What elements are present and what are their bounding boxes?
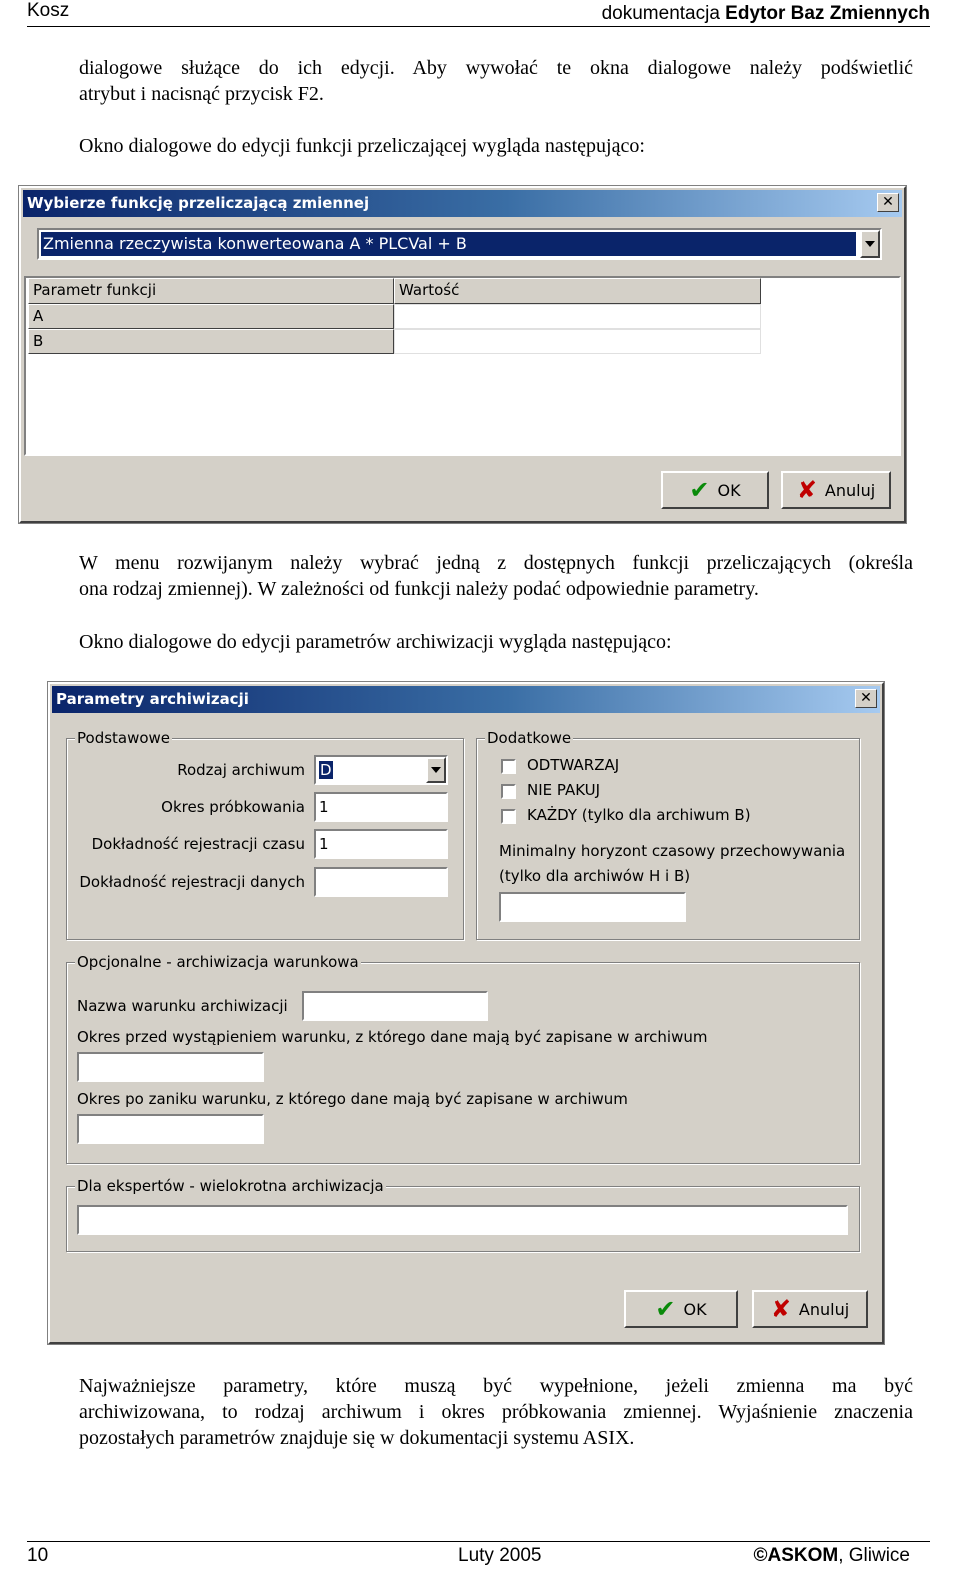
group-optional-title: Opcjonalne - archiwizacja warunkowa <box>77 953 359 971</box>
cancel-button[interactable] <box>781 471 891 509</box>
function-select[interactable] <box>37 228 882 260</box>
function-dialog-title: Wybierze funkcję przeliczającą zmiennej <box>23 190 902 217</box>
paragraph-1 <box>79 55 913 107</box>
after-label: Okres po zaniku warunku, z którego dane mają być zapisane w archiwum <box>77 1090 628 1108</box>
grid-row-param: A <box>28 304 394 329</box>
before-input[interactable] <box>77 1052 264 1082</box>
grid-cell-value-b[interactable] <box>394 329 761 354</box>
horizon-input[interactable] <box>499 892 686 922</box>
sampling-label: Okres próbkowania <box>161 798 305 816</box>
footer-date: Luty 2005 <box>458 1545 542 1566</box>
group-expert <box>66 1177 860 1252</box>
function-select-value: Zmienna rzeczywista konwerteowana A * PLCVal + B <box>41 232 856 256</box>
header-rule <box>27 26 930 27</box>
expert-input[interactable] <box>77 1205 848 1235</box>
footer-company: ©ASKOM <box>753 1545 839 1566</box>
ok-button-label: OK <box>717 480 741 500</box>
paragraph-5-line-3: pozostałych parametrów znajduje się w dokumentacji systemu ASIX. <box>79 1427 635 1449</box>
header-doc-title: Edytor Baz Zmiennych <box>725 3 930 24</box>
grid-row-param: B <box>28 329 394 354</box>
grid-header-param: Parametr funkcji <box>28 278 394 304</box>
checkmark-icon: ✔ <box>689 476 710 504</box>
close-icon[interactable]: ✕ <box>877 193 899 212</box>
group-optional <box>66 953 860 1164</box>
after-input[interactable] <box>77 1114 264 1144</box>
footer-copyright <box>753 1545 910 1567</box>
ok-button-label: OK <box>683 1299 707 1319</box>
paragraph-1-line-1: dialogowe służące do ich edycji. Aby wywołać te okna dialogowe należy podświetlić <box>79 57 913 79</box>
condition-name-input[interactable] <box>302 991 488 1021</box>
cross-icon: ✘ <box>770 1295 791 1323</box>
page-number: 10 <box>27 1545 49 1566</box>
paragraph-1-line-2: atrybut i nacisnąć przycisk F2. <box>79 83 324 105</box>
archive-dialog-title: Parametry archiwizacji <box>52 686 880 713</box>
paragraph-3 <box>79 550 913 602</box>
cross-icon: ✘ <box>796 476 817 504</box>
condition-name-label: Nazwa warunku archiwizacji <box>77 997 288 1015</box>
header-doc-prefix: dokumentacja <box>601 3 726 24</box>
paragraph-3-line-1: W menu rozwijanym należy wybrać jedną z dostępnych funkcji przeliczających (określa <box>79 552 913 574</box>
sampling-input[interactable]: 1 <box>314 792 448 822</box>
function-dialog <box>19 186 906 523</box>
group-basic-title: Podstawowe <box>77 729 171 747</box>
time-precision-input[interactable]: 1 <box>314 829 448 859</box>
data-precision-input[interactable] <box>314 867 448 897</box>
restore-label: ODTWARZAJ <box>527 756 620 774</box>
paragraph-5 <box>79 1373 913 1451</box>
paragraph-4: Okno dialogowe do edycji parametrów archiwizacji wygląda następująco: <box>79 631 672 653</box>
checkmark-icon: ✔ <box>655 1295 676 1323</box>
cancel-button-label: Anuluj <box>824 480 876 500</box>
restore-checkbox[interactable] <box>501 759 516 774</box>
parameters-grid <box>24 276 901 456</box>
before-label: Okres przed wystąpieniem warunku, z którego dane mają być zapisane w archiwum <box>77 1028 708 1046</box>
paragraph-5-line-2: archiwizowana, to rodzaj archiwum i okres próbkowania zmiennej. Wyjaśnienie znaczenia <box>79 1401 913 1423</box>
archive-type-label: Rodzaj archiwum <box>177 761 305 779</box>
paragraph-5-line-1: Najważniejsze parametry, które muszą być wypełnione, jeżeli zmienna ma być <box>79 1375 913 1397</box>
horizon-label-line-2: (tylko dla archiwów H i B) <box>499 867 691 885</box>
group-extra-title: Dodatkowe <box>487 729 572 747</box>
archive-type-select[interactable] <box>314 755 448 785</box>
archive-dialog <box>48 682 884 1344</box>
grid-cell-value-a[interactable] <box>394 304 761 329</box>
archive-type-value: D <box>320 761 332 779</box>
ok-button[interactable] <box>661 471 769 509</box>
close-icon[interactable]: ✕ <box>855 689 877 708</box>
each-label: KAŻDY (tylko dla archiwum B) <box>527 806 751 824</box>
header-right <box>602 3 930 25</box>
group-extra <box>476 729 860 940</box>
paragraph-2: Okno dialogowe do edycji funkcji przeliczającej wygląda następująco: <box>79 135 645 157</box>
group-basic <box>66 729 464 940</box>
horizon-label-line-1: Minimalny horyzont czasowy przechowywania <box>499 842 846 860</box>
nopack-label: NIE PAKUJ <box>527 781 601 799</box>
footer-city: , Gliwice <box>838 1545 910 1566</box>
chevron-down-icon[interactable] <box>426 757 446 783</box>
nopack-checkbox[interactable] <box>501 784 516 799</box>
paragraph-3-line-2: ona rodzaj zmiennej). W zależności od funkcji należy podać odpowiednie parametry. <box>79 578 759 600</box>
chevron-down-icon[interactable] <box>860 230 880 258</box>
footer-rule <box>27 1541 930 1542</box>
ok-button[interactable] <box>624 1290 738 1328</box>
each-checkbox[interactable] <box>501 809 516 824</box>
cancel-button-label: Anuluj <box>798 1299 850 1319</box>
grid-header-value: Wartość <box>394 278 761 304</box>
data-precision-label: Dokładność rejestracji danych <box>79 873 305 891</box>
cancel-button[interactable] <box>752 1290 868 1328</box>
time-precision-label: Dokładność rejestracji czasu <box>91 835 305 853</box>
group-expert-title: Dla ekspertów - wielokrotna archiwizacja <box>77 1177 384 1195</box>
header-left: Kosz <box>27 0 70 21</box>
